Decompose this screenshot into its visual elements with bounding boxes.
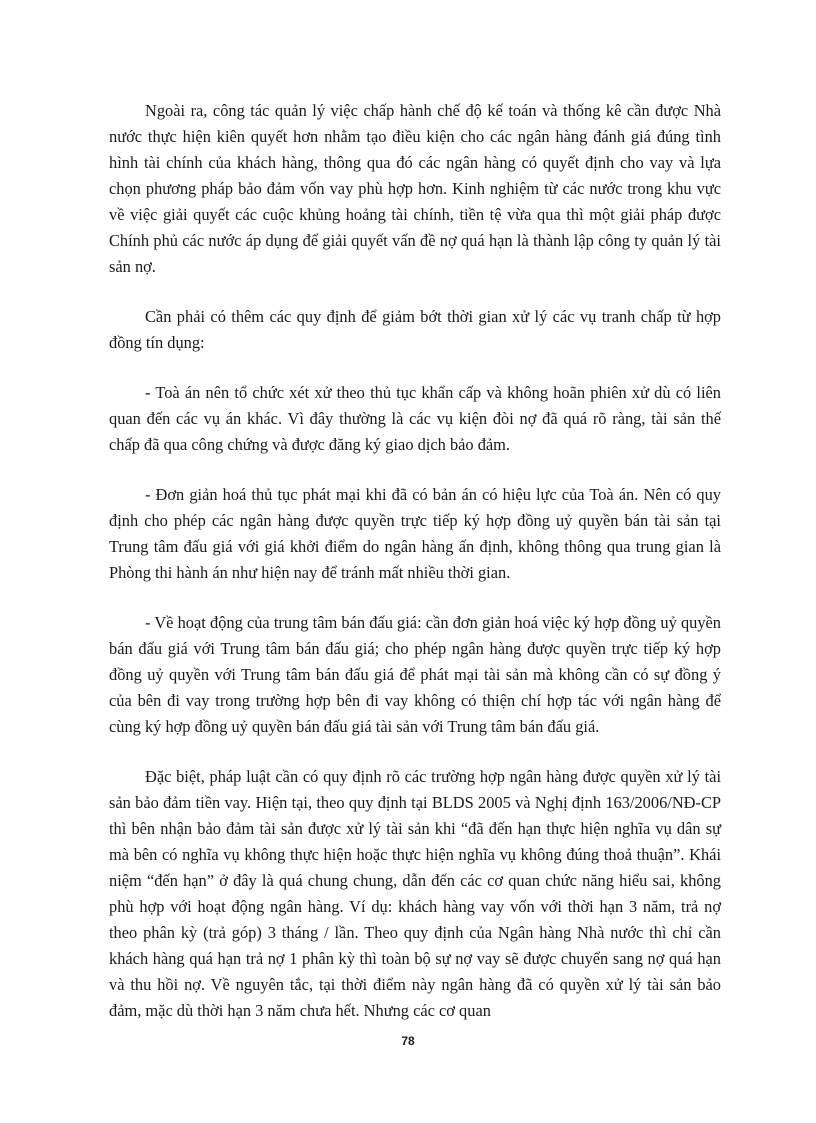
body-text — [109, 98, 721, 1048]
page-number: 78 — [401, 1034, 415, 1048]
paragraph-auction-center: - Về hoạt động của trung tâm bán đấu giá: cần đơn giản hoá việc ký hợp đồng uỷ quyền bán đấu giá với Trung tâm bán đấu giá; cho phép ngân hàng được quyền trực tiếp ký hợp đồng uỷ quyền với Trung tâm bán đấu giá để phát mại tài sản mà không cần có sự đồng ý của bên đi vay trong trường hợp bên đi vay không có thiện chí hợp tác với ngân hàng để cùng ký hợp đồng uỷ quyền bán đấu giá tài sản với Trung tâm bán đấu giá. — [109, 613, 721, 736]
paragraph-management-accounting: Ngoài ra, công tác quản lý việc chấp hành chế độ kế toán và thống kê cần được Nhà nước thực hiện kiên quyết hơn nhằm tạo điều kiện cho các ngân hàng đánh giá đúng tình hình tài chính của khách hàng, thông qua đó các ngân hàng có quyết định cho vay và lựa chọn phương pháp bảo đảm vốn vay phù hợp hơn. Kinh nghiệm từ các nước trong khu vực về việc giải quyết các cuộc khủng hoảng tài chính, tiền tệ vừa qua thì một giải pháp được Chính phủ các nước áp dụng để giải quyết vấn đề nợ quá hạn là thành lập công ty quản lý tài sản nợ. — [109, 101, 721, 276]
paragraph-dispute-regulations: Cần phải có thêm các quy định để giảm bớt thời gian xử lý các vụ tranh chấp từ hợp đồng tín dụng: — [109, 307, 721, 352]
paragraph-court-procedure: - Toà án nên tổ chức xét xử theo thủ tục khẩn cấp và không hoãn phiên xử dù có liên quan đến các vụ án khác. Vì đây thường là các vụ kiện đòi nợ đã quá rõ ràng, tài sản thế chấp đã qua công chứng và được đăng ký giao dịch bảo đảm. — [109, 383, 721, 454]
paragraph-collateral-handling: Đặc biệt, pháp luật cần có quy định rõ các trường hợp ngân hàng được quyền xử lý tài sản bảo đảm tiền vay. Hiện tại, theo quy định tại BLDS 2005 và Nghị định 163/2006/NĐ-CP thì bên nhận bảo đảm tài sản được xử lý tài sản khi “đã đến hạn thực hiện nghĩa vụ dân sự mà bên có nghĩa vụ không thực hiện hoặc thực hiện nghĩa vụ không đúng thoả thuận”. Khái niệm “đến hạn” ở đây là quá chung chung, dẫn đến các cơ quan chức năng hiểu sai, không phù hợp với hoạt động ngân hàng. Ví dụ: khách hàng vay vốn với thời hạn 3 năm, trả nợ theo phân kỳ (trả góp) 3 tháng / lần. Theo quy định của Ngân hàng Nhà nước thì chỉ cần khách hàng quá hạn trả nợ 1 phân kỳ thì toàn bộ sự nợ vay sẽ được chuyển sang nợ quá hạn và thu hồi nợ. Về nguyên tắc, tại thời điểm này ngân hàng đã có quyền xử lý tài sản bảo đảm, mặc dù thời hạn 3 năm chưa hết. Nhưng các cơ quan — [109, 767, 721, 1020]
paragraph-simplify-foreclosure: - Đơn giản hoá thủ tục phát mại khi đã có bản án có hiệu lực của Toà án. Nên có quy định cho phép các ngân hàng được quyền trực tiếp ký hợp đồng uỷ quyền bán tài sản tại Trung tâm đấu giá với giá khởi điểm do ngân hàng ấn định, không thông qua trung gian là Phòng thi hành án như hiện nay để tránh mất nhiều thời gian. — [109, 485, 721, 582]
